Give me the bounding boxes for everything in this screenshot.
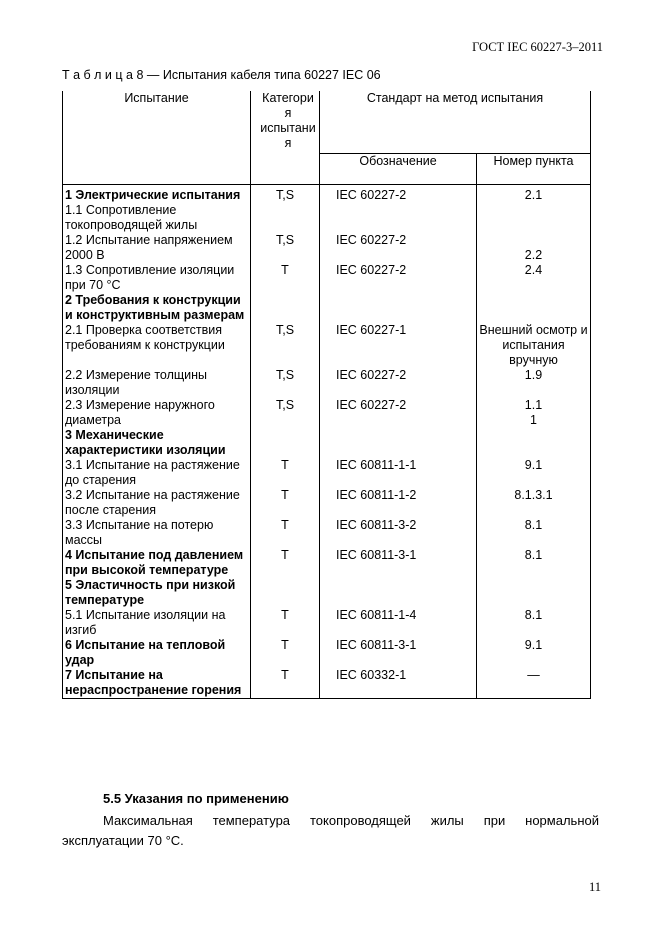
designation-cell: IEC 60227-1: [320, 323, 477, 368]
table-row: [63, 668, 591, 699]
test-name-cell: 1 Электрические испытания: [63, 185, 251, 204]
test-name-cell: 3.1 Испытание на растяжение до старения: [63, 458, 251, 488]
clause-cell: 2.1: [477, 185, 591, 204]
category-cell: T: [251, 668, 320, 699]
designation-cell: [320, 428, 477, 458]
table-row: [63, 638, 591, 668]
table-row: [63, 293, 591, 323]
category-cell: T: [251, 638, 320, 668]
test-name-cell: 2 Требования к конструкции и конструктивным размерам: [63, 293, 251, 323]
category-cell: T,S: [251, 233, 320, 263]
clause-cell: 1.1 1: [477, 398, 591, 428]
table-row: [63, 368, 591, 398]
category-cell: [251, 203, 320, 233]
designation-cell: [320, 203, 477, 233]
col-category-header: Категори я испытани я: [251, 91, 320, 185]
clause-cell: 2.2: [477, 233, 591, 263]
category-cell: T: [251, 608, 320, 638]
designation-cell: IEC 60332-1: [320, 668, 477, 699]
table-row: [63, 428, 591, 458]
designation-cell: IEC 60811-3-1: [320, 548, 477, 578]
designation-cell: [320, 578, 477, 608]
clause-cell: [477, 203, 591, 233]
clause-cell: [477, 293, 591, 323]
standard-id: ГОСТ IEC 60227-3–2011: [472, 40, 603, 54]
table-body: [63, 185, 591, 699]
test-name-cell: 3.3 Испытание на потерю массы: [63, 518, 251, 548]
clause-cell: 9.1: [477, 638, 591, 668]
designation-cell: IEC 60811-1-1: [320, 458, 477, 488]
category-cell: [251, 578, 320, 608]
category-cell: T: [251, 458, 320, 488]
clause-cell: 8.1.3.1: [477, 488, 591, 518]
table-row: [63, 233, 591, 263]
col-standard-header: Стандарт на метод испытания: [320, 91, 591, 154]
clause-cell: 8.1: [477, 518, 591, 548]
category-cell: [251, 428, 320, 458]
table-row: [63, 398, 591, 428]
table-row: [63, 203, 591, 233]
designation-cell: IEC 60811-1-4: [320, 608, 477, 638]
test-name-cell: 3 Механические характеристики изоляции: [63, 428, 251, 458]
designation-cell: IEC 60227-2: [320, 398, 477, 428]
table-row: [63, 185, 591, 204]
tests-table: [62, 91, 591, 699]
clause-cell: 1.9: [477, 368, 591, 398]
category-cell: T,S: [251, 368, 320, 398]
col-designation-header: Обозначение: [320, 154, 477, 185]
test-name-cell: 6 Испытание на тепловой удар: [63, 638, 251, 668]
clause-cell: 2.4: [477, 263, 591, 293]
clause-cell: [477, 428, 591, 458]
page-number: 11: [588, 880, 601, 894]
category-cell: T,S: [251, 185, 320, 204]
category-cell: T: [251, 488, 320, 518]
category-cell: T: [251, 518, 320, 548]
test-name-cell: 3.2 Испытание на растяжение после старения: [63, 488, 251, 518]
designation-cell: IEC 60227-2: [320, 233, 477, 263]
clause-cell: [477, 578, 591, 608]
test-name-cell: 1.2 Испытание напряжением 2000 В: [63, 233, 251, 263]
test-name-cell: 2.3 Измерение наружного диаметра: [63, 398, 251, 428]
section-text: Максимальная температура токопроводящей жилы при нормальной эксплуатации 70 °С.: [62, 813, 599, 848]
table-row: [63, 578, 591, 608]
test-name-cell: 2.1 Проверка соответствия требованиям к конструкции: [63, 323, 251, 368]
category-cell: T: [251, 548, 320, 578]
clause-cell: Внешний осмотр и испытания вручную: [477, 323, 591, 368]
table-row: [63, 548, 591, 578]
table-caption: Т а б л и ц а 8 — Испытания кабеля типа 60227 IEC 06: [62, 68, 381, 82]
col-test-header: Испытание: [63, 91, 251, 185]
test-name-cell: 2.2 Измерение толщины изоляции: [63, 368, 251, 398]
clause-cell: 8.1: [477, 608, 591, 638]
test-name-cell: 5.1 Испытание изоляции на изгиб: [63, 608, 251, 638]
designation-cell: IEC 60227-2: [320, 263, 477, 293]
table-row: [63, 488, 591, 518]
designation-cell: IEC 60811-1-2: [320, 488, 477, 518]
test-name-cell: 7 Испытание на нераспространение горения: [63, 668, 251, 699]
clause-cell: —: [477, 668, 591, 699]
section-heading: 5.5 Указания по применению: [103, 791, 289, 806]
designation-cell: IEC 60811-3-1: [320, 638, 477, 668]
designation-cell: IEC 60227-2: [320, 368, 477, 398]
category-cell: T,S: [251, 398, 320, 428]
table-row: [63, 323, 591, 368]
designation-cell: [320, 293, 477, 323]
table-row: [63, 518, 591, 548]
table-row: [63, 263, 591, 293]
col-clause-header: Номер пункта: [477, 154, 591, 185]
table-row: [63, 608, 591, 638]
clause-cell: 8.1: [477, 548, 591, 578]
test-name-cell: 5 Эластичность при низкой температуре: [63, 578, 251, 608]
test-name-cell: 1.1 Сопротивление токопроводящей жилы: [63, 203, 251, 233]
test-name-cell: 4 Испытание под давлением при высокой температуре: [63, 548, 251, 578]
category-cell: [251, 293, 320, 323]
test-name-cell: 1.3 Сопротивление изоляции при 70 °С: [63, 263, 251, 293]
table-row: [63, 458, 591, 488]
category-cell: T,S: [251, 323, 320, 368]
category-cell: T: [251, 263, 320, 293]
designation-cell: IEC 60227-2: [320, 185, 477, 204]
designation-cell: IEC 60811-3-2: [320, 518, 477, 548]
clause-cell: 9.1: [477, 458, 591, 488]
